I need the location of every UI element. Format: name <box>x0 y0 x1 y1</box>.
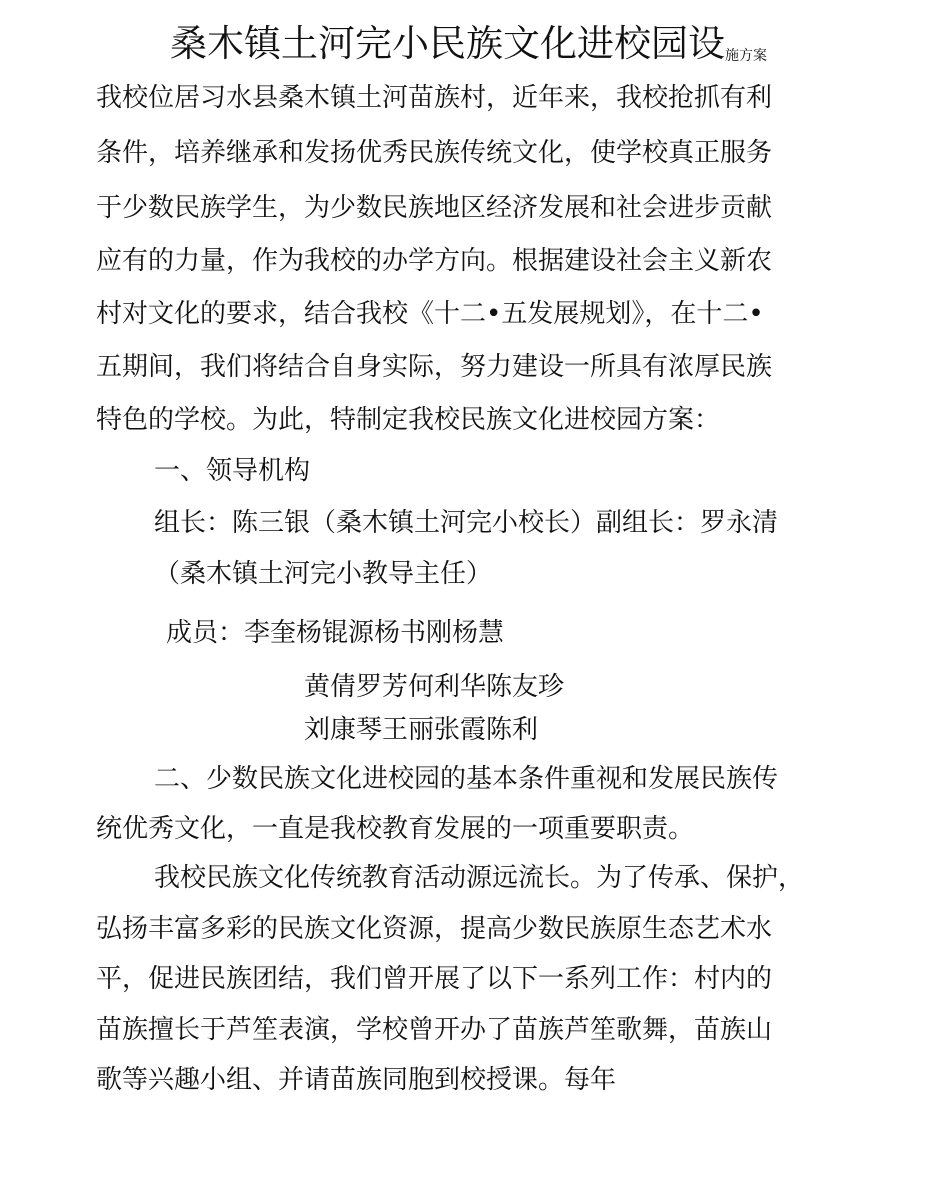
paragraph-line: 歌等兴趣小组、并请苗族同胞到校授课。每年 <box>96 1065 617 1095</box>
paragraph-line: 特色的学校。为此，特制定我校民族文化进校园方案： <box>96 405 721 435</box>
leader-line: 组长：陈三银（桑木镇土河完小校长）副组长：罗永清 <box>154 508 779 538</box>
paragraph-line: 平，促进民族团结，我们曾开展了以下一系列工作：村内的 <box>96 964 773 994</box>
paragraph-line: 苗族擅长于芦笙表演，学校曾开办了苗族芦笙歌舞，苗族山 <box>96 1015 773 1045</box>
section-heading-leadership: 一、领导机构 <box>154 456 311 486</box>
document-title <box>170 18 767 70</box>
title-suffix: 施方案 <box>725 48 767 64</box>
paragraph-line: 弘扬丰富多彩的民族文化资源，提高少数民族原生态艺术水 <box>96 914 773 944</box>
paragraph-line: 统优秀文化，一直是我校教育发展的一项重要职责。 <box>96 814 695 844</box>
paragraph-line: 应有的力量，作为我校的办学方向。根据建设社会主义新农 <box>96 246 773 276</box>
paragraph-line: 五期间，我们将结合自身实际，努力建设一所具有浓厚民族 <box>96 352 773 382</box>
members-line: 黄倩罗芳何利华陈友珍 <box>304 672 565 702</box>
members-line: 成员：李奎杨锟源杨书刚杨慧 <box>166 618 505 648</box>
paragraph-line: 条件，培养继承和发扬优秀民族传统文化，使学校真正服务 <box>96 138 773 168</box>
title-main: 桑木镇土河完小民族文化进校园设 <box>170 22 725 65</box>
section-heading-conditions: 二、少数民族文化进校园的基本条件重视和发展民族传 <box>154 764 779 794</box>
paragraph-line: 我校位居习水县桑木镇土河苗族村，近年来，我校抢抓有利 <box>96 83 773 113</box>
paragraph-line: 村对文化的要求，结合我校《十二•五发展规划》，在十二• <box>96 299 764 329</box>
paragraph-line: 我校民族文化传统教育活动源远流长。为了传承、保护， <box>154 863 805 893</box>
members-line: 刘康琴王丽张霞陈利 <box>304 715 539 745</box>
leader-line: （桑木镇土河完小教导主任） <box>154 559 493 589</box>
paragraph-line: 于少数民族学生，为少数民族地区经济发展和社会进步贡献 <box>96 193 773 223</box>
